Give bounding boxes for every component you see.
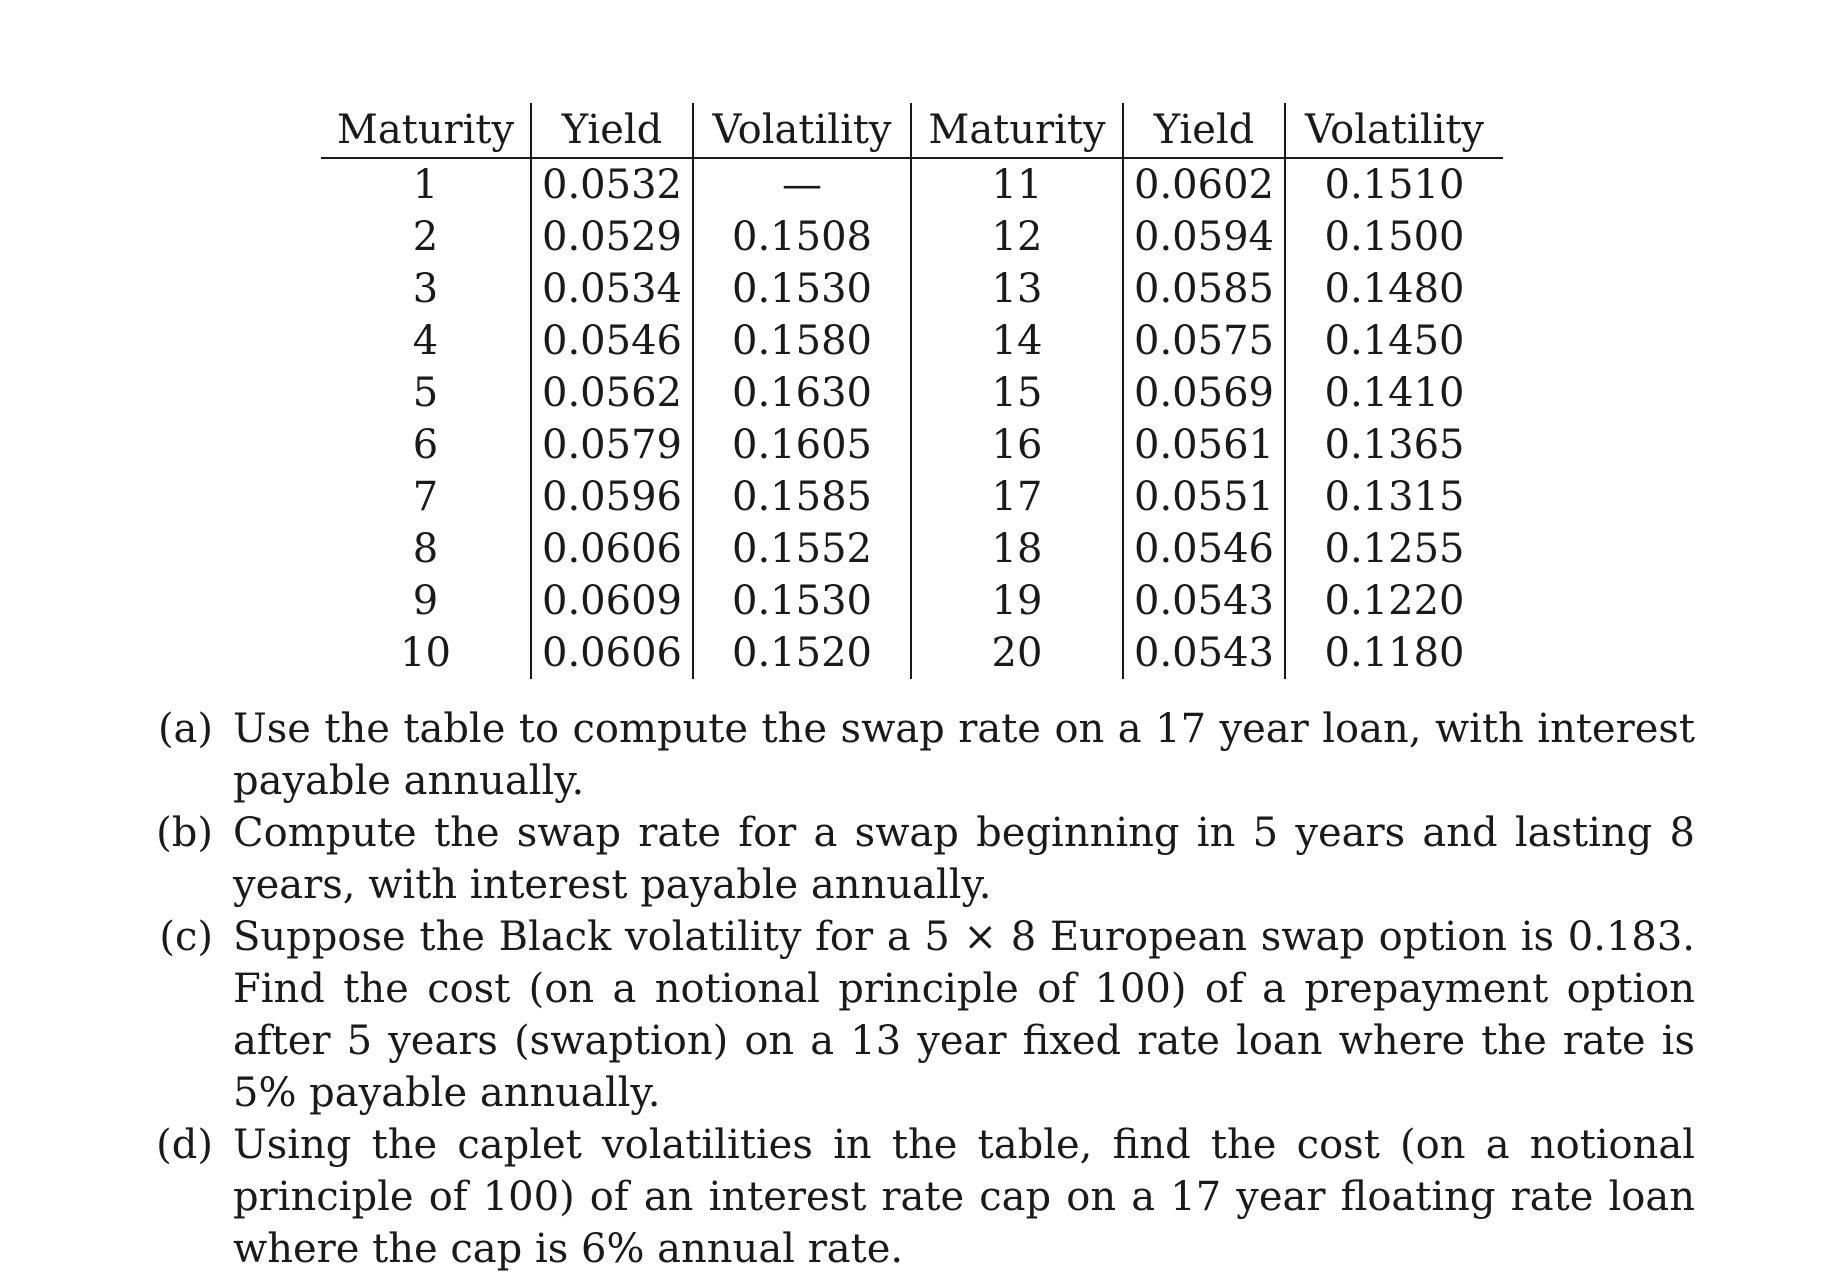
cell-yield: 0.0596 [531,471,693,523]
header-volatility: Volatility [1285,103,1503,158]
cell-volatility: 0.1520 [693,627,911,679]
cell-volatility: 0.1500 [1324,214,1465,260]
cell-yield: 0.0529 [531,211,693,263]
question-text: Suppose the Black volatility for a 5 × 8 European swap option is 0.183. Find the cost (on a notional principle of 100) of a prepayment option after 5 years (swaption) on a 13 year fixed rate loan where the rate is 5% payable annually. [233,914,1695,1116]
table-row [321,627,1503,679]
cell-yield: 0.0579 [531,419,693,471]
cell-volatility: 0.1530 [693,575,911,627]
cell-volatility: 0.1365 [1324,422,1465,468]
question-list [135,703,1695,1275]
header-yield: Yield [531,103,693,158]
table-row [321,419,1503,471]
cell-maturity: 19 [911,575,1123,627]
cell-maturity: 1 [321,158,531,211]
question-item [135,1119,1695,1275]
cell-yield: 0.0551 [1123,471,1285,523]
header-maturity: Maturity [911,103,1123,158]
cell-volatility: 0.1255 [1324,526,1465,572]
cell-yield: 0.0562 [531,367,693,419]
cell-volatility: 0.1585 [693,471,911,523]
cell-maturity: 10 [321,627,531,679]
cell-volatility: 0.1508 [693,211,911,263]
question-label: (d) [156,1122,213,1168]
cell-yield: 0.0575 [1123,315,1285,367]
cell-maturity: 3 [321,263,531,315]
cell-yield: 0.0546 [1123,523,1285,575]
table-row [321,471,1503,523]
question-text: Use the table to compute the swap rate on a 17 year loan, with interest payable annually. [233,706,1695,804]
header-yield: Yield [1123,103,1285,158]
cell-maturity: 8 [321,523,531,575]
cell-yield: 0.0594 [1123,211,1285,263]
cell-volatility: 0.1510 [1324,162,1465,208]
cell-maturity: 9 [321,575,531,627]
cell-yield: 0.0606 [531,627,693,679]
cell-maturity: 4 [321,315,531,367]
cell-maturity: 13 [911,263,1123,315]
cell-maturity: 6 [321,419,531,471]
cell-yield: 0.0606 [531,523,693,575]
table-row [321,211,1503,263]
cell-yield: 0.0534 [531,263,693,315]
table-row [321,263,1503,315]
cell-yield: 0.0602 [1123,158,1285,211]
header-volatility: Volatility [693,103,911,158]
cell-volatility: 0.1630 [693,367,911,419]
cell-volatility: — [693,158,911,211]
question-item [135,703,1695,807]
table-row [321,158,1503,211]
cell-yield: 0.0543 [1123,575,1285,627]
cell-volatility: 0.1180 [1324,630,1465,676]
question-text: Using the caplet volatilities in the table, find the cost (on a notional principle of 100) of an interest rate cap on a 17 year floating rate loan where the cap is 6% annual rate. [233,1122,1695,1272]
cell-maturity: 2 [321,211,531,263]
question-item [135,911,1695,1119]
cell-maturity: 20 [911,627,1123,679]
table-row [321,575,1503,627]
table-row [321,315,1503,367]
cell-maturity: 14 [911,315,1123,367]
cell-maturity: 7 [321,471,531,523]
cell-yield: 0.0585 [1123,263,1285,315]
cell-volatility: 0.1220 [1324,578,1465,624]
cell-volatility: 0.1605 [693,419,911,471]
question-text: Compute the swap rate for a swap beginning in 5 years and lasting 8 years, with interest payable annually. [233,810,1695,908]
cell-yield: 0.0532 [531,158,693,211]
cell-volatility: 0.1580 [693,315,911,367]
yield-volatility-table [321,103,1503,679]
header-maturity: Maturity [321,103,531,158]
cell-volatility: 0.1480 [1324,266,1465,312]
cell-yield: 0.0561 [1123,419,1285,471]
cell-maturity: 18 [911,523,1123,575]
cell-yield: 0.0609 [531,575,693,627]
cell-volatility: 0.1410 [1324,370,1465,416]
cell-maturity: 17 [911,471,1123,523]
cell-maturity: 12 [911,211,1123,263]
question-label: (b) [156,810,213,856]
cell-yield: 0.0569 [1123,367,1285,419]
question-label: (a) [157,706,213,752]
cell-volatility: 0.1315 [1324,474,1465,520]
question-label: (c) [159,914,213,960]
cell-volatility: 0.1530 [693,263,911,315]
cell-yield: 0.0546 [531,315,693,367]
question-item [135,807,1695,911]
cell-volatility: 0.1450 [1324,318,1465,364]
cell-maturity: 15 [911,367,1123,419]
cell-maturity: 16 [911,419,1123,471]
table-row [321,367,1503,419]
table-row [321,523,1503,575]
table-header-row [321,103,1503,158]
cell-maturity: 5 [321,367,531,419]
cell-yield: 0.0543 [1123,627,1285,679]
table-body [321,158,1503,679]
cell-volatility: 0.1552 [693,523,911,575]
cell-maturity: 11 [911,158,1123,211]
